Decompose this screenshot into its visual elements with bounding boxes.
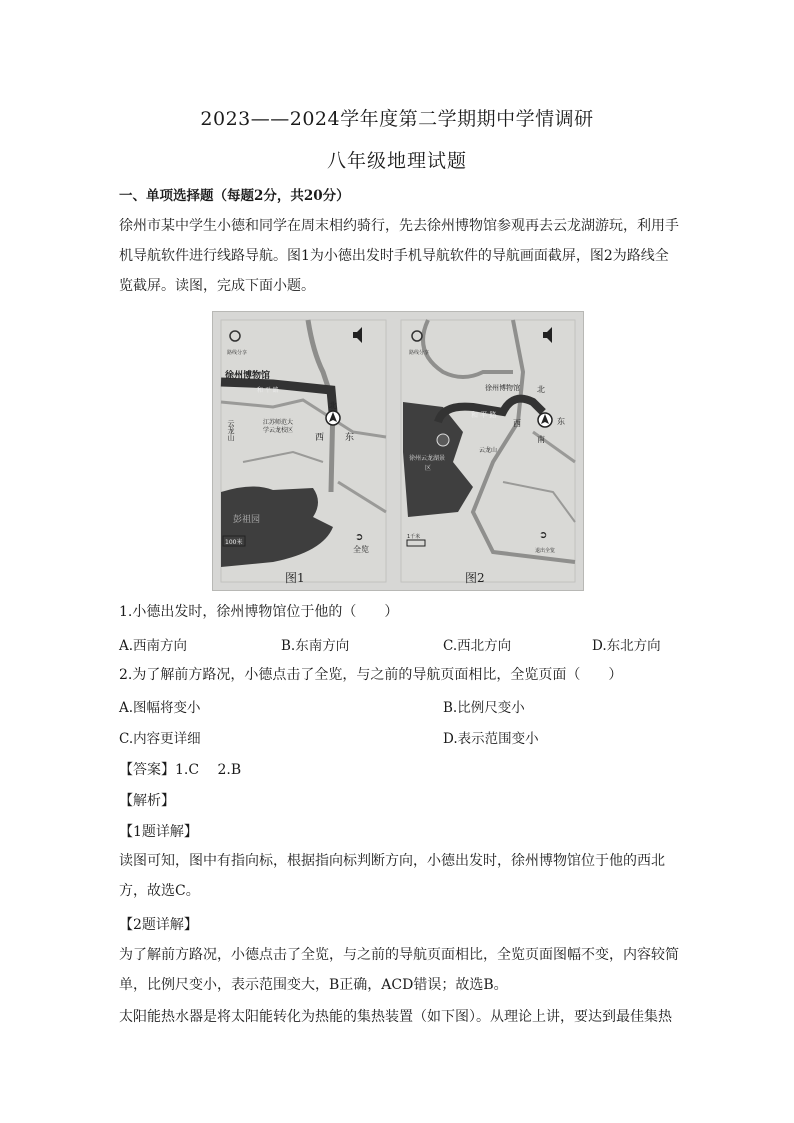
q2-analysis-heading: 【2题详解】 bbox=[119, 917, 198, 933]
map1-mountain-label: 云龙山 bbox=[227, 420, 235, 441]
map1-scale-label: 100米 bbox=[225, 539, 243, 546]
exam-title: 2023——2024学年度第二学期期中学情调研 bbox=[200, 108, 594, 130]
map1-north-label: 北 bbox=[329, 401, 337, 410]
q1-option-a[interactable]: A.西南方向 bbox=[119, 638, 188, 654]
q2-option-b[interactable]: B.比例尺变小 bbox=[443, 700, 525, 716]
q1-option-b[interactable]: B.东南方向 bbox=[281, 638, 350, 654]
answer-value: 1.C 2.B bbox=[175, 762, 242, 778]
answer-label: 【答案】 bbox=[119, 762, 175, 778]
map2-museum-label: 徐州博物馆 bbox=[485, 384, 520, 392]
q1-analysis-heading: 【1题详解】 bbox=[119, 824, 198, 840]
question-intro: 徐州市某中学生小德和同学在周末相约骑行，先去徐州博物馆参观再去云龙湖游玩，利用手机导航软件进行线路导航。图1为小德出发时手机导航软件的导航画面截屏，图2为路线全览截屏。读图，完成下面小题。 bbox=[119, 218, 679, 294]
map2-mountain-label: 云龙山 bbox=[479, 447, 498, 454]
q1-option-d[interactable]: D.东北方向 bbox=[592, 638, 661, 654]
map2-scenic-label-2: 区 bbox=[425, 465, 432, 472]
map2-destination-pin-icon bbox=[437, 434, 449, 446]
map1-east-label: 东 bbox=[345, 433, 355, 443]
map1-overview-label: 全览 bbox=[353, 545, 369, 554]
map1-west-label: 西 bbox=[315, 433, 325, 443]
exam-subtitle: 八年级地理试题 bbox=[326, 150, 467, 172]
map-figure-svg bbox=[213, 312, 583, 590]
answer-line bbox=[119, 759, 241, 779]
q1-analysis-text: 读图可知，图中有指向标，根据指向标判断方向，小德出发时，徐州博物馆位于他的西北方，故选C。 bbox=[119, 853, 665, 899]
map2-caption: 图2 bbox=[465, 571, 485, 585]
map1-share-label: 路线分享 bbox=[227, 350, 248, 356]
map2-road-label: 和 平 路 bbox=[471, 411, 497, 419]
question-1-stem: 1.小德出发时，徐州博物馆位于他的（ ） bbox=[119, 604, 399, 620]
q2-option-c[interactable]: C.内容更详细 bbox=[119, 731, 201, 747]
q1-option-c[interactable]: C.西北方向 bbox=[443, 638, 512, 654]
map2-south-label: 南 bbox=[537, 435, 545, 444]
analysis-label: 【解析】 bbox=[119, 793, 175, 809]
map1-overview-icon: ➲ bbox=[355, 532, 364, 543]
map1-park-label-1: 江苏师范大 bbox=[263, 419, 294, 426]
map2-overview-icon: ➲ bbox=[539, 530, 548, 541]
map2-share-label: 路线分享 bbox=[409, 350, 430, 356]
q2-analysis-text: 为了解前方路况，小德点击了全览，与之前的导航页面相比，全览页面图幅不变，内容较简单，比例尺变小，表示范围变大，B正确，ACD错误；故选B。 bbox=[119, 947, 679, 993]
map-figure bbox=[212, 311, 584, 591]
map2-east-label: 东 bbox=[557, 417, 565, 426]
map2-west-label: 西 bbox=[513, 419, 521, 428]
next-question-intro: 太阳能热水器是将太阳能转化为热能的集热装置（如下图）。从理论上讲，要达到最佳集热 bbox=[119, 1009, 672, 1025]
map2-scenic-label-1: 徐州云龙湖景 bbox=[409, 455, 446, 462]
map2-overview-label: 退出全览 bbox=[535, 548, 556, 554]
map2-scale-label: 1千米 bbox=[407, 534, 421, 540]
map1-park-label-2: 学云龙校区 bbox=[263, 427, 294, 434]
question-2-stem: 2.为了解前方路况，小德点击了全览，与之前的导航页面相比，全览页面（ ） bbox=[119, 667, 623, 683]
q2-option-d[interactable]: D.表示范围变小 bbox=[443, 731, 539, 747]
section-heading: 一、单项选择题（每题2分，共20分） bbox=[119, 188, 350, 204]
map2-north-label: 北 bbox=[537, 385, 545, 394]
q2-option-a[interactable]: A.图幅将变小 bbox=[119, 700, 201, 716]
map1-road-label: 和 平 路 bbox=[257, 387, 279, 394]
map1-caption: 图1 bbox=[285, 571, 305, 585]
map1-museum-label: 徐州博物馆 bbox=[225, 371, 271, 381]
map1-lake-label: 彭祖园 bbox=[233, 515, 261, 525]
